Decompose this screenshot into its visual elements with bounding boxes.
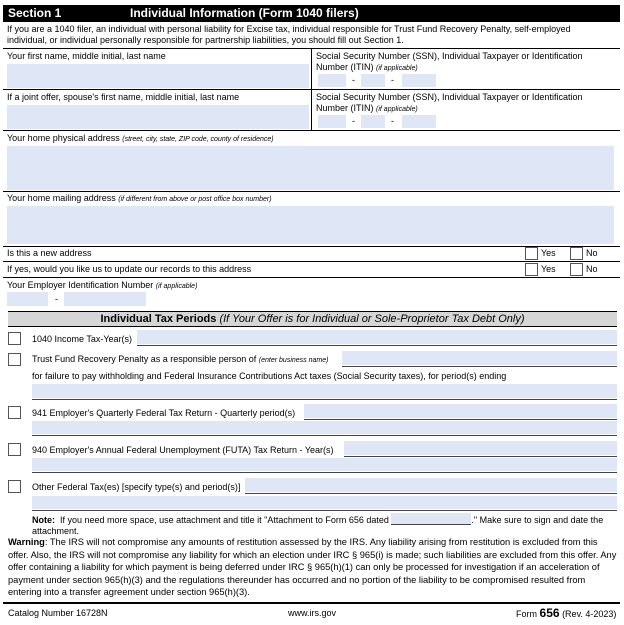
divider (3, 277, 620, 278)
ssn-part2[interactable] (361, 74, 385, 87)
other-tax-field-2[interactable] (32, 496, 617, 509)
tfrp-period-label: for failure to pay withholding and Federal Insurance Contributions Act taxes (Social Security taxes), for period(s) ending (32, 371, 507, 381)
income-tax-years-field[interactable] (137, 330, 617, 344)
update-yes-checkbox[interactable] (525, 263, 538, 276)
form-940-years-field-2[interactable] (32, 458, 617, 471)
catalog-number: Catalog Number 16728N (8, 608, 108, 618)
name-label: Your first name, middle initial, last name (7, 51, 166, 61)
physical-address-field[interactable] (7, 146, 614, 190)
income-tax-label: 1040 Income Tax-Year(s) (32, 334, 133, 344)
spouse-name-label: If a joint offer, spouse's first name, middle initial, last name (7, 92, 240, 102)
divider (3, 130, 620, 131)
yes-label: Yes (541, 248, 556, 258)
ein-label: Your Employer Identification Number (if applicable) (7, 280, 198, 290)
mailing-address-label: Your home mailing address (if different from above or post office box number) (7, 193, 272, 203)
form-941-label: 941 Employer's Quarterly Federal Tax Return - Quarterly period(s) (32, 408, 296, 418)
spouse-name-field[interactable] (7, 105, 309, 129)
other-tax-checkbox[interactable] (8, 480, 21, 493)
name-field[interactable] (7, 64, 309, 88)
new-address-no-checkbox[interactable] (570, 247, 583, 260)
divider (3, 89, 620, 90)
spouse-ssn-part2[interactable] (361, 115, 385, 128)
divider (3, 191, 620, 192)
tfrp-label: Trust Fund Recovery Penalty as a responsible person of (enter business name) (32, 354, 329, 364)
field-underline (342, 366, 617, 367)
ssn-label: Social Security Number (SSN), Individual Taxpayer or Identification Number (ITIN) (if applicable) (316, 51, 583, 72)
ein-part1[interactable] (7, 292, 48, 306)
other-tax-field[interactable] (245, 478, 617, 492)
divider (3, 261, 620, 262)
business-name-field[interactable] (342, 351, 617, 365)
ssn-dash: - (352, 116, 355, 126)
new-address-question: Is this a new address (7, 248, 92, 258)
tfrp-periods-field[interactable] (32, 384, 617, 398)
warning-text: Warning: The IRS will not compromise any amounts of restitution assessed by the IRS. Any liability arising from restitution is excluded from this offer. Also, the IRS will not compromise any liability for which an election under IRC § 965(i) is made; such liabilities are excluded from this offer. Any offer containing a liability for which payment is being deferred under IRC § 965(h)(1) can only be processed for investigation if an acceleration of payment under section 965(h)(3) and the regulations thereunder has occurred and no portion of the liability to be compromised resulted from entering into a transfer agreement under section 965(h)(3). (8, 537, 617, 598)
tax-periods-band: Individual Tax Periods (If Your Offer is for Individual or Sole-Proprietor Tax Debt Only) (8, 311, 617, 327)
tfrp-checkbox[interactable] (8, 353, 21, 366)
irs-website: www.irs.gov (288, 608, 337, 618)
footer-rule (3, 602, 620, 604)
field-underline (32, 399, 617, 400)
ssn-dash: - (391, 116, 394, 126)
no-label: No (586, 248, 598, 258)
field-underline (32, 435, 617, 436)
ssn-dash: - (352, 75, 355, 85)
update-records-question: If yes, would you like us to update our records to this address (7, 264, 252, 274)
attachment-date-field[interactable] (391, 513, 471, 525)
other-tax-label: Other Federal Tax(es) [specify type(s) and period(s)] (32, 482, 241, 492)
field-underline (32, 472, 617, 473)
ssn-dash: - (391, 75, 394, 85)
section-title: Individual Information (Form 1040 filers) (130, 6, 359, 20)
field-underline (245, 493, 617, 494)
ssn-part3[interactable] (402, 74, 436, 87)
section-number: Section 1 (8, 6, 62, 20)
form-941-periods-field[interactable] (304, 404, 617, 418)
field-underline (32, 510, 617, 511)
ein-part2[interactable] (64, 292, 146, 306)
field-underline (137, 345, 617, 346)
form-941-checkbox[interactable] (8, 406, 21, 419)
yes-label: Yes (541, 264, 556, 274)
form-941-periods-field-2[interactable] (32, 421, 617, 434)
spouse-ssn-part3[interactable] (402, 115, 436, 128)
form-id: Form 656 (Rev. 4-2023) (516, 606, 617, 620)
spouse-ssn-label: Social Security Number (SSN), Individual Taxpayer or Identification Number (ITIN) (if applicable) (316, 92, 583, 113)
intro-text: If you are a 1040 filer, an individual with personal liability for Excise tax, individual responsible for Trust Fund Recovery Penalty, self-employed individual, or individual personally responsible for partnership liabilities, you should fill out Section 1. (7, 24, 571, 45)
mailing-address-field[interactable] (7, 206, 614, 244)
no-label: No (586, 264, 598, 274)
form-940-checkbox[interactable] (8, 443, 21, 456)
spouse-ssn-part1[interactable] (318, 115, 346, 128)
ssn-part1[interactable] (318, 74, 346, 87)
section-header (3, 5, 620, 22)
form-940-label: 940 Employer's Annual Federal Unemployment (FUTA) Tax Return - Year(s) (32, 445, 334, 455)
field-underline (344, 456, 617, 457)
ein-dash: - (55, 294, 58, 304)
update-no-checkbox[interactable] (570, 263, 583, 276)
field-underline (304, 419, 617, 420)
note: Note: If you need more space, use attachment and title it "Attachment to Form 656 dated ." Make sure to sign and date the attachment. (32, 515, 604, 536)
form-940-years-field[interactable] (344, 441, 617, 455)
new-address-yes-checkbox[interactable] (525, 247, 538, 260)
physical-address-label: Your home physical address (street, city, state, ZIP code, county of residence) (7, 133, 274, 143)
income-tax-checkbox[interactable] (8, 332, 21, 345)
